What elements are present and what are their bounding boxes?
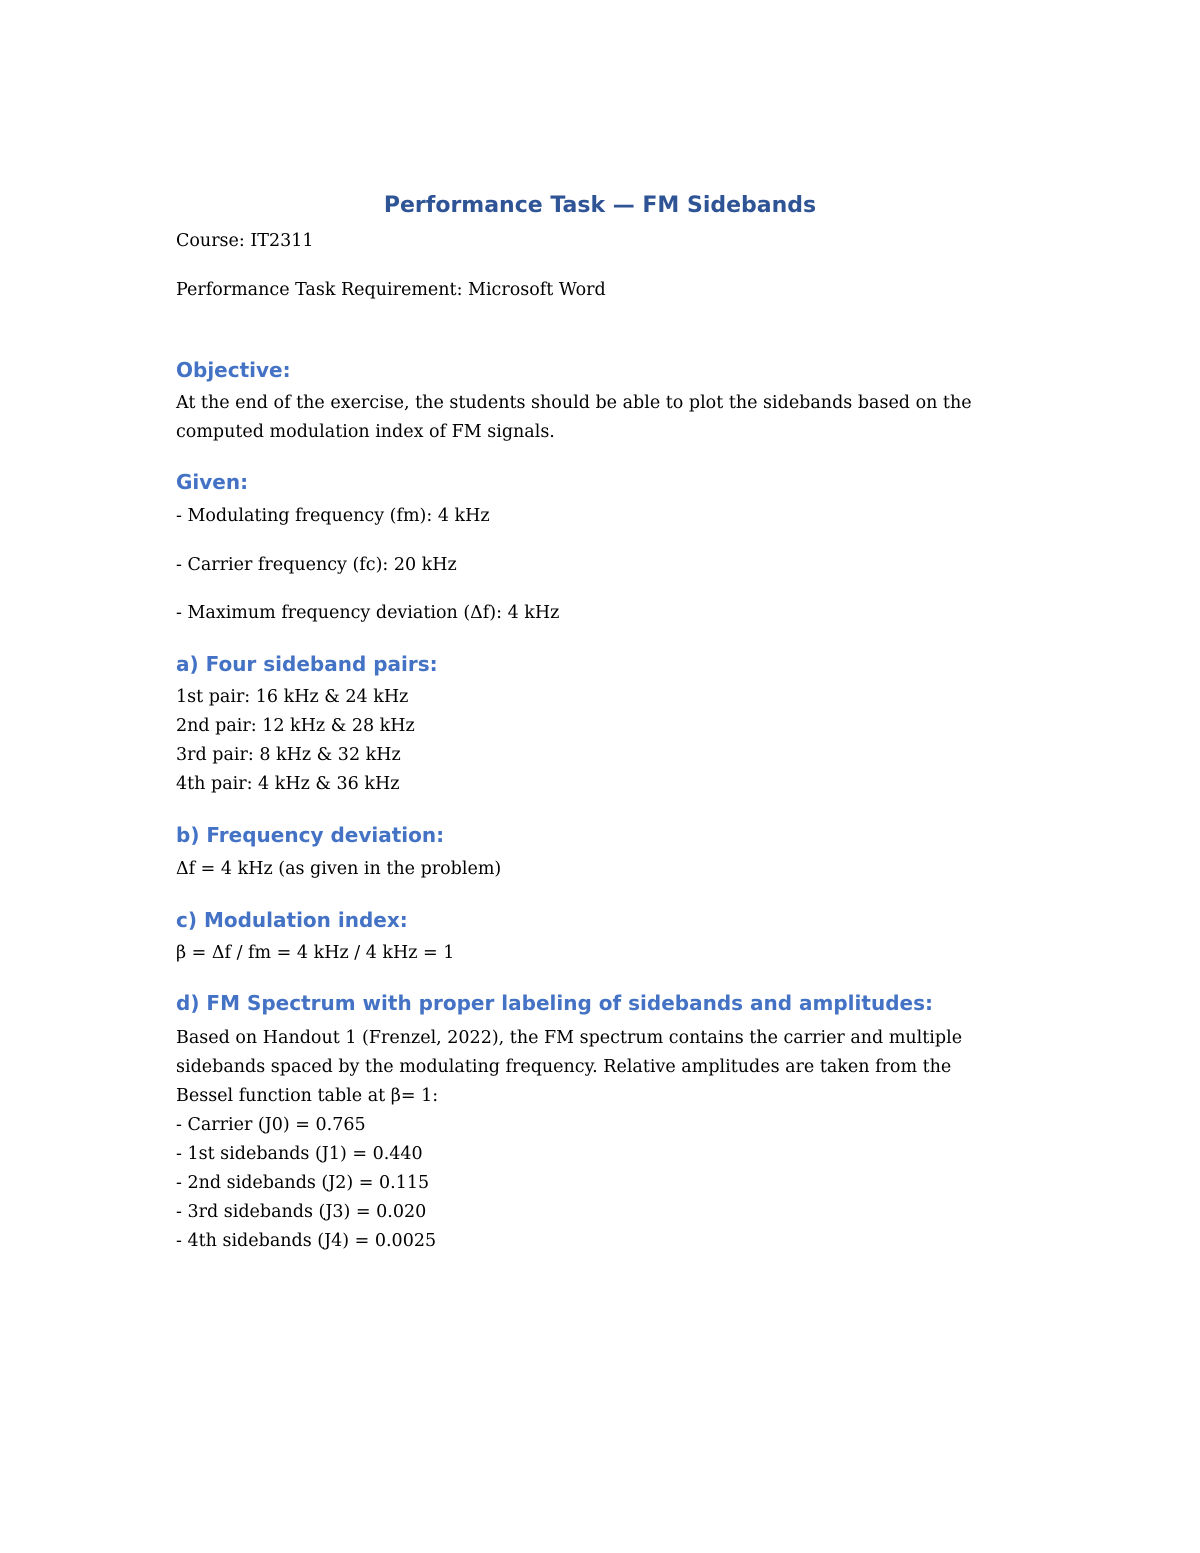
sideband-pair-1: 1st pair: 16 kHz & 24 kHz [176, 687, 409, 707]
frequency-deviation-text: Δf = 4 kHz (as given in the problem) [176, 859, 502, 879]
given-item-modulating-frequency: - Modulating frequency (fm): 4 kHz [176, 506, 490, 526]
given-item-frequency-deviation: - Maximum frequency deviation (Δf): 4 kHz [176, 603, 560, 623]
objective-line: computed modulation index of FM signals. [176, 422, 555, 442]
objective-heading: Objective: [176, 358, 291, 382]
amplitude-2nd-sidebands: - 2nd sidebands (J2) = 0.115 [176, 1173, 430, 1193]
spectrum-paragraph-line: Based on Handout 1 (Frenzel, 2022), the FM spectrum contains the carrier and multiple [176, 1028, 963, 1048]
sideband-pair-3: 3rd pair: 8 kHz & 32 kHz [176, 745, 401, 765]
sideband-pair-2: 2nd pair: 12 kHz & 28 kHz [176, 716, 415, 736]
given-item-carrier-frequency: - Carrier frequency (fc): 20 kHz [176, 555, 457, 575]
amplitude-carrier: - Carrier (J0) = 0.765 [176, 1115, 366, 1135]
given-heading: Given: [176, 470, 249, 494]
requirement-line: Performance Task Requirement: Microsoft Word [176, 280, 606, 300]
part-d-heading: d) FM Spectrum with proper labeling of sidebands and amplitudes: [176, 991, 933, 1015]
part-c-heading: c) Modulation index: [176, 908, 408, 932]
page-title: Performance Task — FM Sidebands [383, 193, 817, 218]
amplitude-3rd-sidebands: - 3rd sidebands (J3) = 0.020 [176, 1202, 427, 1222]
objective-text [176, 389, 972, 447]
amplitude-1st-sidebands: - 1st sidebands (J1) = 0.440 [176, 1144, 423, 1164]
sideband-pairs-list [176, 683, 415, 799]
fm-spectrum-text [176, 1024, 962, 1256]
sideband-pair-4: 4th pair: 4 kHz & 36 kHz [176, 774, 400, 794]
part-a-heading: a) Four sideband pairs: [176, 652, 438, 676]
spectrum-paragraph-line: sidebands spaced by the modulating frequency. Relative amplitudes are taken from the [176, 1057, 952, 1077]
course-line: Course: IT2311 [176, 231, 314, 251]
spectrum-paragraph-line: Bessel function table at β= 1: [176, 1086, 439, 1106]
modulation-index-text: β = Δf / fm = 4 kHz / 4 kHz = 1 [176, 943, 455, 963]
part-b-heading: b) Frequency deviation: [176, 823, 445, 847]
amplitude-4th-sidebands: - 4th sidebands (J4) = 0.0025 [176, 1231, 437, 1251]
objective-line: At the end of the exercise, the students should be able to plot the sidebands based on the [176, 393, 972, 413]
